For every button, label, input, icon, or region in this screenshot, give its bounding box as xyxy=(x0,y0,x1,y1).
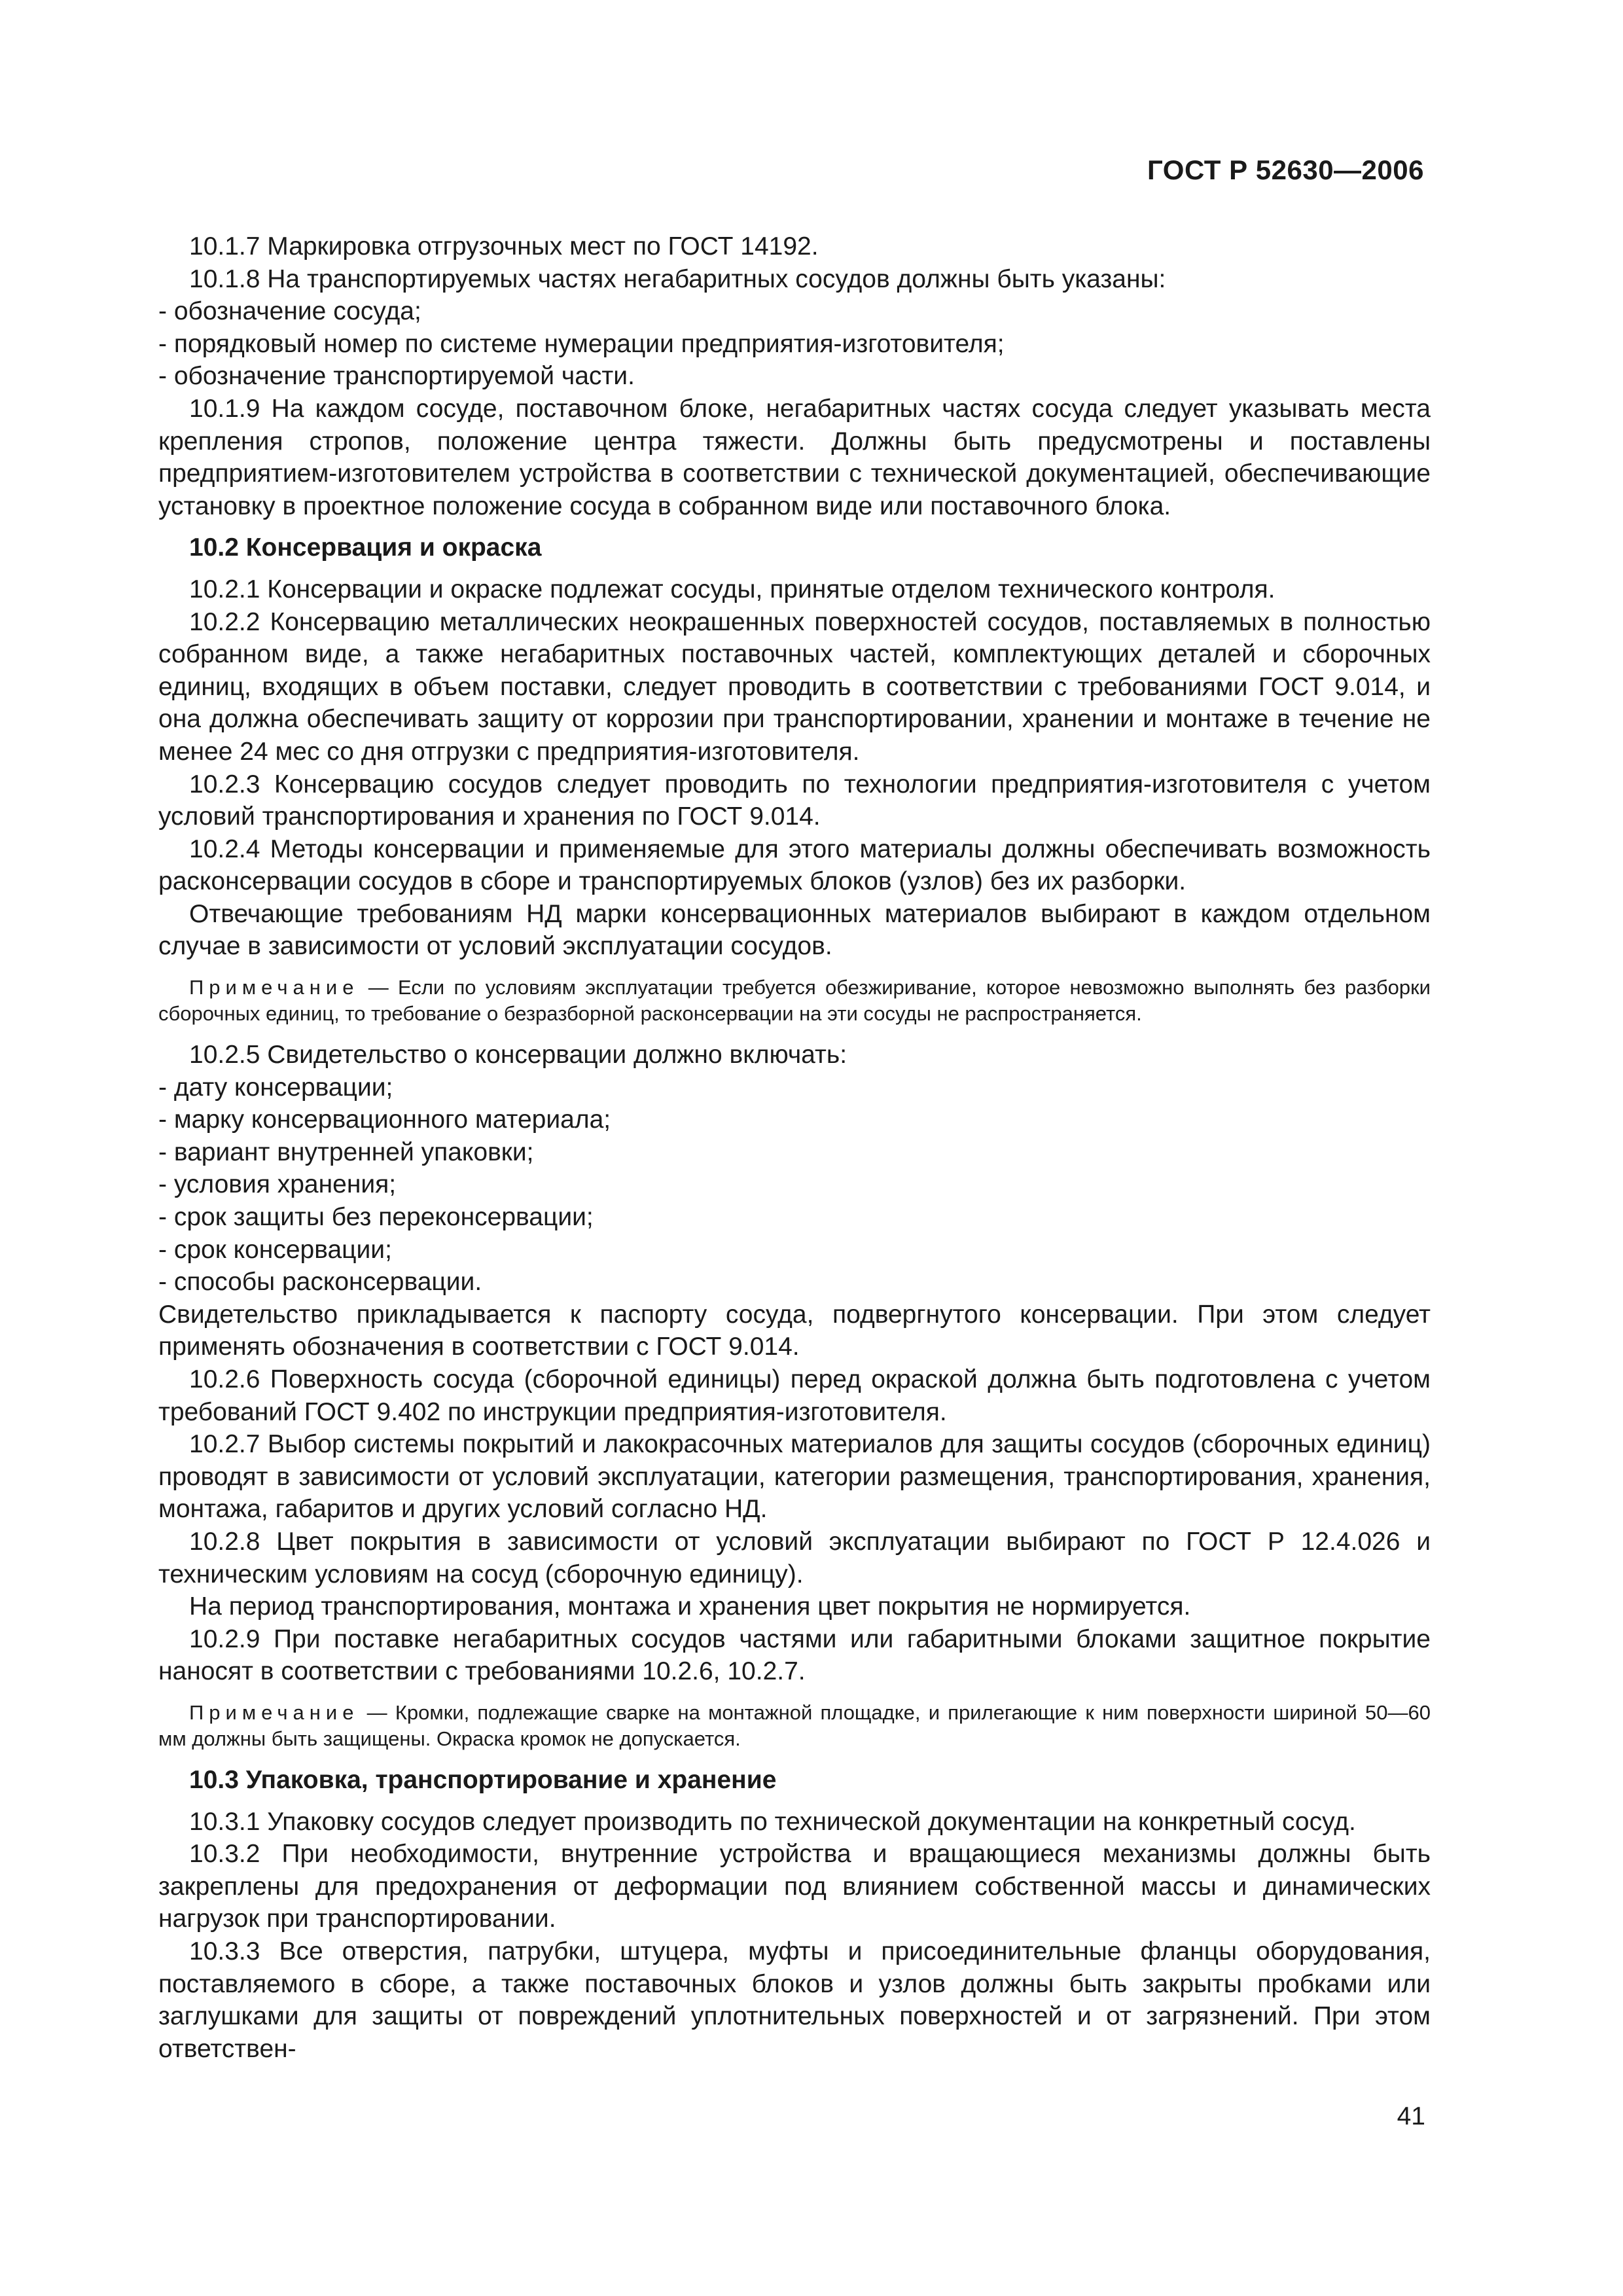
note-text: — Кромки, подлежащие сварке на монтажной площадке, и прилегающие к ним поверхности шириной 50—60 мм должны быть защищены. Окраска кромок не допускается. xyxy=(158,1700,1431,1750)
body-paragraph: Свидетельство прикладывается к паспорту сосуда, подвергнутого консервации. При этом следует применять обозначения в соответствии с ГОСТ 9.014. xyxy=(158,1300,1431,1361)
list-item: - марку консервационного материала; xyxy=(158,1105,611,1134)
list-item: - срок консервации; xyxy=(158,1235,392,1264)
note-paragraph xyxy=(158,975,1431,1027)
body-paragraph: 10.3.3 Все отверстия, патрубки, штуцера, муфты и присоединительные фланцы оборудования, поставляемого в сборе, а также поставочных блоков и узлов должны быть закрыты пробками или заглушками для защиты от повреждений уплотнительных поверхностей и от загрязнений. При этом ответствен- xyxy=(158,1937,1431,2063)
body-paragraph: 10.1.9 На каждом сосуде, поставочном блоке, негабаритных частях сосуда следует указывать места крепления стропов, положение центра тяжести. Должны быть предусмотрены и поставлены предприятием-изготовителем устройства в соответствии с технической документацией, обеспечивающие установку в проектное положение сосуда в собранном виде или поставочного блока. xyxy=(158,394,1431,520)
note-paragraph xyxy=(158,1700,1431,1752)
body-paragraph: 10.2.9 При поставке негабаритных сосудов частями или габаритными блоками защитное покрытие наносят в соответствии с требованиями 10.2.6, 10.2.7. xyxy=(158,1624,1431,1686)
section-heading: 10.3 Упаковка, транспортирование и хранение xyxy=(189,1765,777,1794)
body-paragraph: 10.2.4 Методы консервации и применяемые для этого материалы должны обеспечивать возможность расконсервации сосудов в сборе и транспортируемых блоков (узлов) без их разборки. xyxy=(158,834,1431,896)
list-item: - условия хранения; xyxy=(158,1170,397,1199)
list-item: - порядковый номер по системе нумерации предприятия-изготовителя; xyxy=(158,329,1005,358)
list-item: - срок защиты без переконсервации; xyxy=(158,1203,594,1232)
body-paragraph: 10.2.8 Цвет покрытия в зависимости от условий эксплуатации выбирают по ГОСТ Р 12.4.026 и техническим условиям на сосуд (сборочную единицу). xyxy=(158,1527,1431,1588)
body-paragraph: 10.2.2 Консервацию металлических неокрашенных поверхностей сосудов, поставляемых в полностью собранном виде, а также негабаритных поставочных частей, комплектующих деталей и сборочных единиц, входящих в объем поставки, следует проводить в соответствии с требованиями ГОСТ 9.014, и она должна обеспечивать защиту от коррозии при транспортировании, хранении и монтаже в течение не менее 24 мес со дня отгрузки с предприятия-изготовителя. xyxy=(158,607,1431,766)
document-body xyxy=(158,230,1431,2065)
section-heading: 10.2 Консервация и окраска xyxy=(189,533,542,562)
list-item: - вариант внутренней упаковки; xyxy=(158,1138,534,1166)
note-label: Примечание xyxy=(189,1700,359,1724)
page-number: 41 xyxy=(1397,2102,1425,2130)
list-item: - обозначение сосуда; xyxy=(158,297,421,326)
note-label: Примечание xyxy=(189,976,359,999)
body-paragraph: 10.3.1 Упаковку сосудов следует производить по технической документации на конкретный сосуд. xyxy=(189,1807,1356,1836)
list-item: - обозначение транспортируемой части. xyxy=(158,362,635,391)
body-paragraph: 10.1.8 На транспортируемых частях негабаритных сосудов должны быть указаны: xyxy=(189,264,1166,293)
list-item: - дату консервации; xyxy=(158,1073,393,1102)
body-paragraph: 10.2.6 Поверхность сосуда (сборочной единицы) перед окраской должна быть подготовлена с учетом требований ГОСТ 9.402 по инструкции предприятия-изготовителя. xyxy=(158,1365,1431,1426)
body-paragraph: 10.1.7 Маркировка отгрузочных мест по ГОСТ 14192. xyxy=(189,232,819,260)
document-id-header: ГОСТ Р 52630—2006 xyxy=(1147,154,1424,185)
note-text: — Если по условиям эксплуатации требуется обезжиривание, которое невозможно выполнять без разборки сборочных единиц, то требование о безразборной расконсервации на эти сосуды не распространяется. xyxy=(158,976,1431,1026)
body-paragraph: На период транспортирования, монтажа и хранения цвет покрытия не нормируется. xyxy=(189,1592,1191,1621)
body-paragraph: 10.2.5 Свидетельство о консервации должно включать: xyxy=(189,1041,847,1069)
body-paragraph: 10.3.2 При необходимости, внутренние устройства и вращающиеся механизмы должны быть закреплены для предохранения от деформации под влиянием собственной массы и динамических нагрузок при транспортировании. xyxy=(158,1840,1431,1933)
list-item: - способы расконсервации. xyxy=(158,1268,482,1297)
body-paragraph: Отвечающие требованиям НД марки консервационных материалов выбирают в каждом отдельном случае в зависимости от условий эксплуатации сосудов. xyxy=(158,899,1431,961)
body-paragraph: 10.2.1 Консервации и окраске подлежат сосуды, принятые отделом технического контроля. xyxy=(189,575,1275,603)
body-paragraph: 10.2.7 Выбор системы покрытий и лакокрасочных материалов для защиты сосудов (сборочных единиц) проводят в зависимости от условий эксплуатации, категории размещения, транспортирования, хранения, монтажа, габаритов и других условий согласно НД. xyxy=(158,1430,1431,1524)
body-paragraph: 10.2.3 Консервацию сосудов следует проводить по технологии предприятия-изготовителя с учетом условий транспортирования и хранения по ГОСТ 9.014. xyxy=(158,770,1431,831)
